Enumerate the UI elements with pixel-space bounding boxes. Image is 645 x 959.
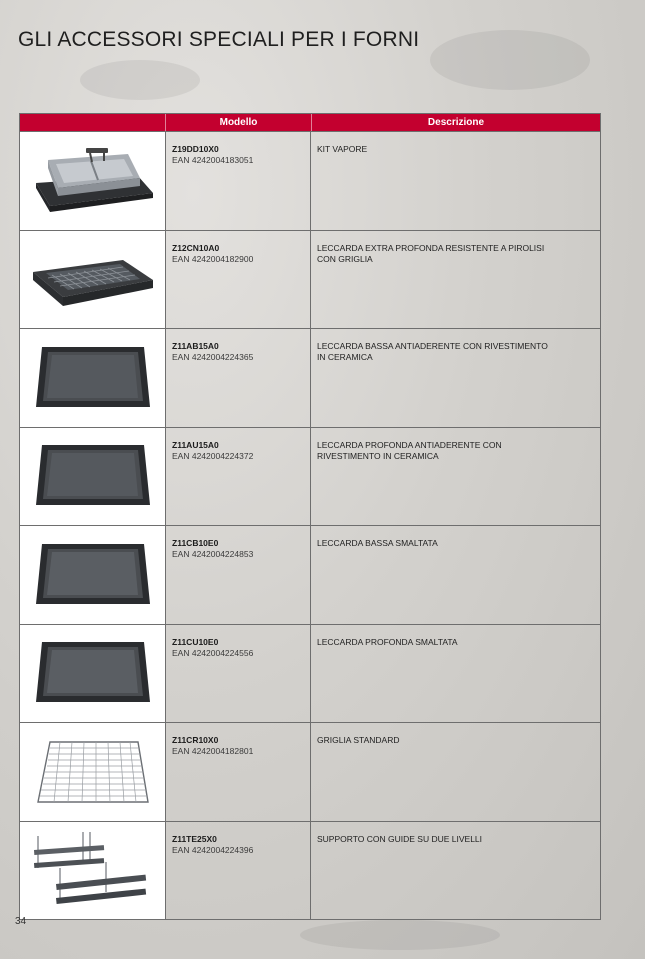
table-row	[20, 328, 600, 427]
product-image-cell	[20, 231, 165, 329]
model-cell	[165, 132, 310, 230]
description-cell	[310, 231, 600, 329]
table-row	[20, 722, 600, 821]
product-image-cell	[20, 822, 165, 920]
header-image-cell	[20, 114, 165, 131]
model-cell	[165, 625, 310, 723]
description-cell	[310, 428, 600, 526]
ean-code: EAN 4242004183051	[172, 155, 254, 165]
ean-code: EAN 4242004182900	[172, 253, 254, 264]
model-cell	[165, 526, 310, 624]
telescopic-rails-icon	[28, 828, 158, 913]
header-model: Modello	[165, 114, 311, 131]
model-code: Z11CU10E0	[172, 636, 219, 647]
description-cell	[310, 822, 600, 920]
description-text: LECCARDA EXTRA PROFONDA RESISTENTE A PIROLISI CON GRIGLIA	[317, 242, 545, 264]
product-image-cell	[20, 132, 165, 230]
ean-code: EAN 4242004224365	[172, 352, 254, 362]
model-cell	[165, 231, 310, 329]
page-number: 34	[15, 916, 27, 927]
accessories-table	[19, 113, 601, 920]
model-cell	[165, 822, 310, 920]
product-image-cell	[20, 526, 165, 624]
description-cell	[310, 723, 600, 821]
table-row	[20, 427, 600, 526]
product-image-cell	[20, 329, 165, 427]
table-row	[20, 230, 600, 329]
ean-code: EAN 4242004182801	[172, 746, 254, 756]
description-text: LECCARDA BASSA ANTIADERENTE CON RIVESTIMENTO IN CERAMICA	[317, 341, 548, 362]
baking-tray-icon	[32, 540, 154, 610]
description-cell	[310, 625, 600, 723]
ean-code: EAN 4242004224556	[172, 647, 254, 658]
page-title: GLI ACCESSORI SPECIALI PER I FORNI	[18, 28, 420, 51]
ean-code: EAN 4242004224853	[172, 549, 254, 559]
description-text: GRIGLIA STANDARD	[317, 735, 400, 745]
table-row	[20, 821, 600, 920]
table-row	[20, 131, 600, 230]
steam-kit-icon	[28, 138, 158, 223]
description-cell	[310, 526, 600, 624]
model-code: Z12CN10A0	[172, 242, 220, 253]
model-code: Z11AB15A0	[172, 341, 219, 351]
baking-tray-icon	[32, 638, 154, 708]
ean-code: EAN 4242004224396	[172, 844, 254, 855]
description-text: KIT VAPORE	[317, 144, 368, 154]
description-text: LECCARDA BASSA SMALTATA	[317, 538, 438, 548]
table-header	[20, 114, 600, 131]
product-image-cell	[20, 723, 165, 821]
header-description: Descrizione	[311, 114, 600, 131]
model-cell	[165, 428, 310, 526]
product-image-cell	[20, 428, 165, 526]
wire-rack-icon	[30, 734, 155, 809]
model-code: Z11CB10E0	[172, 538, 219, 548]
baking-tray-icon	[32, 441, 154, 511]
description-text: LECCARDA PROFONDA ANTIADERENTE CON RIVESTIMENTO IN CERAMICA	[317, 439, 502, 461]
table-row	[20, 624, 600, 723]
model-code: Z11CR10X0	[172, 735, 219, 745]
ean-code: EAN 4242004224372	[172, 450, 254, 461]
deep-tray-with-grid-icon	[28, 242, 158, 317]
model-code: Z11AU15A0	[172, 439, 219, 450]
baking-tray-icon	[32, 343, 154, 413]
model-code: Z11TE25X0	[172, 833, 217, 844]
model-cell	[165, 723, 310, 821]
description-text: LECCARDA PROFONDA SMALTATA	[317, 636, 458, 647]
table-row	[20, 525, 600, 624]
description-text: SUPPORTO CON GUIDE SU DUE LIVELLI	[317, 833, 483, 844]
description-cell	[310, 329, 600, 427]
product-image-cell	[20, 625, 165, 723]
model-code: Z19DD10X0	[172, 144, 219, 154]
model-cell	[165, 329, 310, 427]
description-cell	[310, 132, 600, 230]
